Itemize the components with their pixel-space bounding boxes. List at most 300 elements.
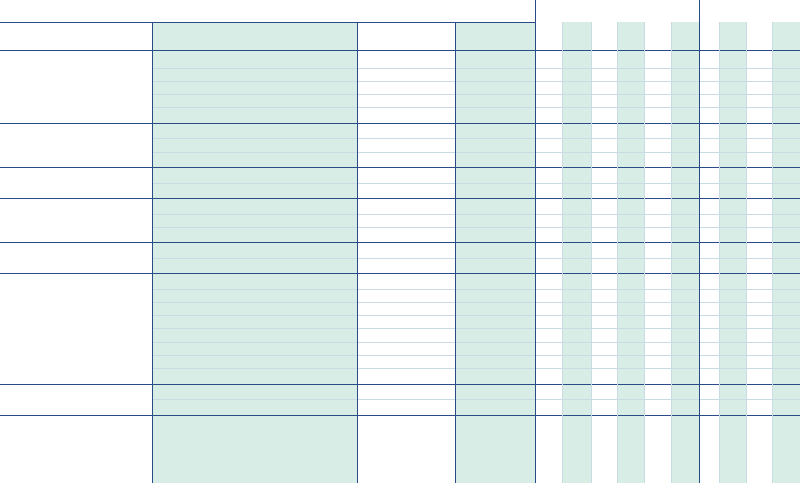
- month-mark-cell: [617, 342, 644, 355]
- month-mark-cell: [617, 386, 644, 399]
- header-modalidad: [357, 22, 455, 50]
- month-mark-cell: [591, 125, 617, 138]
- category-label: [0, 55, 152, 121]
- category-label: [0, 200, 152, 240]
- month-header: [719, 22, 746, 50]
- tematica-cell: [152, 152, 357, 165]
- month-mark-cell: [772, 276, 800, 289]
- tematica-cell: [152, 200, 357, 213]
- header-cursos: [455, 22, 535, 50]
- month-mark-cell: [746, 94, 772, 107]
- month-mark-cell: [535, 355, 562, 368]
- month-mark-cell: [719, 227, 746, 240]
- month-mark-cell: [699, 183, 719, 196]
- tematica-cell: [152, 328, 357, 341]
- month-mark-cell: [617, 399, 644, 412]
- cursos-cell: [455, 152, 535, 165]
- month-mark-cell: [617, 302, 644, 315]
- month-mark-cell: [746, 214, 772, 227]
- month-mark-cell: [617, 245, 644, 258]
- month-mark-cell: [772, 55, 800, 68]
- month-mark-cell: [591, 227, 617, 240]
- modalidad-cell: [357, 289, 455, 302]
- month-mark-cell: [617, 68, 644, 81]
- month-mark-cell: [591, 200, 617, 213]
- month-mark-cell: [699, 55, 719, 68]
- header-tematica: [152, 22, 357, 50]
- month-mark-cell: [562, 245, 591, 258]
- month-mark-cell: [699, 152, 719, 165]
- month-mark-cell: [644, 200, 671, 213]
- month-mark-cell: [746, 368, 772, 381]
- tematica-cell: [152, 258, 357, 271]
- modalidad-cell: [357, 55, 455, 68]
- month-mark-cell: [644, 68, 671, 81]
- year-header: [699, 0, 800, 22]
- month-mark-cell: [699, 125, 719, 138]
- month-mark-cell: [719, 200, 746, 213]
- month-mark-cell: [591, 302, 617, 315]
- month-mark-cell: [644, 368, 671, 381]
- month-mark-cell: [699, 81, 719, 94]
- month-mark-cell: [535, 152, 562, 165]
- month-mark-cell: [699, 68, 719, 81]
- month-mark-cell: [562, 55, 591, 68]
- modalidad-cell: [357, 342, 455, 355]
- month-mark-cell: [535, 289, 562, 302]
- month-mark-cell: [699, 342, 719, 355]
- month-mark-cell: [699, 328, 719, 341]
- month-mark-cell: [562, 68, 591, 81]
- month-mark-cell: [699, 138, 719, 151]
- cursos-cell: [455, 399, 535, 412]
- month-mark-cell: [591, 289, 617, 302]
- month-mark-cell: [719, 107, 746, 120]
- month-mark-cell: [644, 342, 671, 355]
- month-divider: [562, 22, 563, 483]
- category-label: [0, 386, 152, 412]
- month-divider: [644, 22, 645, 483]
- month-mark-cell: [644, 138, 671, 151]
- tematica-cell: [152, 227, 357, 240]
- month-mark-cell: [644, 386, 671, 399]
- month-mark-cell: [671, 94, 699, 107]
- month-mark-cell: [617, 200, 644, 213]
- month-mark-cell: [719, 386, 746, 399]
- cursos-cell: [455, 94, 535, 107]
- month-mark-cell: [746, 183, 772, 196]
- modalidad-cell: [357, 214, 455, 227]
- month-mark-cell: [719, 183, 746, 196]
- modalidad-cell: [357, 355, 455, 368]
- month-mark-cell: [671, 214, 699, 227]
- month-mark-cell: [644, 302, 671, 315]
- cursos-cell: [455, 107, 535, 120]
- month-mark-cell: [617, 315, 644, 328]
- category-label: [0, 125, 152, 165]
- month-mark-cell: [719, 355, 746, 368]
- modalidad-cell: [357, 152, 455, 165]
- month-mark-cell: [746, 245, 772, 258]
- tematica-cell: [152, 55, 357, 68]
- month-divider: [719, 22, 720, 483]
- modalidad-cell: [357, 258, 455, 271]
- month-mark-cell: [617, 328, 644, 341]
- month-mark-cell: [699, 214, 719, 227]
- cursos-cell: [455, 328, 535, 341]
- month-mark-cell: [535, 68, 562, 81]
- month-mark-cell: [671, 276, 699, 289]
- month-mark-cell: [746, 227, 772, 240]
- month-mark-cell: [535, 245, 562, 258]
- month-mark-cell: [772, 81, 800, 94]
- cursos-cell: [455, 200, 535, 213]
- month-mark-cell: [617, 227, 644, 240]
- month-mark-cell: [746, 276, 772, 289]
- month-mark-cell: [772, 227, 800, 240]
- month-mark-cell: [535, 214, 562, 227]
- tematica-cell: [152, 386, 357, 399]
- month-mark-cell: [562, 399, 591, 412]
- month-mark-cell: [644, 227, 671, 240]
- month-mark-cell: [562, 386, 591, 399]
- cursos-cell: [455, 386, 535, 399]
- month-mark-cell: [719, 125, 746, 138]
- month-mark-cell: [671, 152, 699, 165]
- month-mark-cell: [617, 368, 644, 381]
- tematica-cell: [152, 138, 357, 151]
- month-mark-cell: [644, 245, 671, 258]
- month-mark-cell: [671, 200, 699, 213]
- modalidad-cell: [357, 315, 455, 328]
- month-mark-cell: [671, 355, 699, 368]
- tematica-cell: [152, 214, 357, 227]
- month-mark-cell: [644, 355, 671, 368]
- month-mark-cell: [591, 81, 617, 94]
- cursos-cell: [455, 55, 535, 68]
- modalidad-cell: [357, 169, 455, 182]
- month-mark-cell: [719, 289, 746, 302]
- cursos-cell: [455, 169, 535, 182]
- month-mark-cell: [591, 355, 617, 368]
- month-mark-cell: [644, 81, 671, 94]
- month-divider: [617, 22, 618, 483]
- month-mark-cell: [746, 81, 772, 94]
- month-mark-cell: [671, 125, 699, 138]
- month-header: [671, 22, 699, 50]
- tematica-cell: [152, 125, 357, 138]
- month-mark-cell: [719, 94, 746, 107]
- tematica-cell: [152, 245, 357, 258]
- month-mark-cell: [772, 342, 800, 355]
- month-mark-cell: [699, 94, 719, 107]
- month-mark-cell: [562, 276, 591, 289]
- month-mark-cell: [772, 94, 800, 107]
- month-mark-cell: [772, 183, 800, 196]
- month-header: [746, 22, 772, 50]
- month-mark-cell: [644, 315, 671, 328]
- month-mark-cell: [719, 276, 746, 289]
- month-mark-cell: [535, 107, 562, 120]
- month-mark-cell: [772, 399, 800, 412]
- month-mark-cell: [562, 258, 591, 271]
- month-mark-cell: [746, 328, 772, 341]
- month-mark-cell: [671, 386, 699, 399]
- month-mark-cell: [772, 302, 800, 315]
- month-mark-cell: [746, 169, 772, 182]
- month-mark-cell: [772, 200, 800, 213]
- month-mark-cell: [535, 368, 562, 381]
- month-mark-cell: [719, 138, 746, 151]
- month-mark-cell: [644, 55, 671, 68]
- month-mark-cell: [617, 258, 644, 271]
- month-mark-cell: [562, 302, 591, 315]
- month-mark-cell: [535, 399, 562, 412]
- month-mark-cell: [591, 152, 617, 165]
- month-header: [617, 22, 644, 50]
- month-mark-cell: [746, 302, 772, 315]
- modalidad-cell: [357, 107, 455, 120]
- month-mark-cell: [617, 169, 644, 182]
- modalidad-cell: [357, 276, 455, 289]
- tematica-cell: [152, 289, 357, 302]
- month-mark-cell: [562, 152, 591, 165]
- month-mark-cell: [617, 138, 644, 151]
- cursos-cell: [455, 302, 535, 315]
- month-mark-cell: [591, 386, 617, 399]
- month-mark-cell: [562, 328, 591, 341]
- month-mark-cell: [746, 107, 772, 120]
- column-divider: [535, 0, 536, 483]
- month-mark-cell: [719, 342, 746, 355]
- month-mark-cell: [644, 276, 671, 289]
- month-mark-cell: [772, 152, 800, 165]
- month-mark-cell: [591, 94, 617, 107]
- cursos-cell: [455, 355, 535, 368]
- month-mark-cell: [644, 125, 671, 138]
- month-mark-cell: [699, 200, 719, 213]
- modalidad-cell: [357, 245, 455, 258]
- month-mark-cell: [772, 355, 800, 368]
- month-mark-cell: [671, 315, 699, 328]
- month-mark-cell: [535, 183, 562, 196]
- month-mark-cell: [562, 200, 591, 213]
- month-mark-cell: [562, 342, 591, 355]
- month-mark-cell: [719, 245, 746, 258]
- cursos-cell: [455, 81, 535, 94]
- month-mark-cell: [617, 55, 644, 68]
- month-header: [562, 22, 591, 50]
- month-mark-cell: [772, 107, 800, 120]
- month-mark-cell: [535, 328, 562, 341]
- month-mark-cell: [772, 125, 800, 138]
- month-mark-cell: [699, 245, 719, 258]
- month-divider: [746, 22, 747, 483]
- month-header: [699, 22, 719, 50]
- month-mark-cell: [671, 342, 699, 355]
- month-mark-cell: [772, 214, 800, 227]
- month-mark-cell: [617, 214, 644, 227]
- group-divider: [0, 384, 800, 385]
- month-mark-cell: [591, 138, 617, 151]
- category-label: [0, 245, 152, 271]
- month-mark-cell: [562, 355, 591, 368]
- month-mark-cell: [562, 107, 591, 120]
- category-label: [0, 276, 152, 382]
- month-header: [535, 22, 562, 50]
- month-mark-cell: [699, 399, 719, 412]
- month-mark-cell: [644, 169, 671, 182]
- month-mark-cell: [535, 276, 562, 289]
- month-mark-cell: [719, 169, 746, 182]
- month-mark-cell: [591, 245, 617, 258]
- tematica-cell: [152, 302, 357, 315]
- month-divider: [772, 22, 773, 483]
- month-mark-cell: [772, 386, 800, 399]
- month-mark-cell: [617, 276, 644, 289]
- category-label: [0, 169, 152, 195]
- year-header: [535, 0, 699, 22]
- month-mark-cell: [671, 227, 699, 240]
- group-divider: [0, 123, 800, 124]
- month-mark-cell: [617, 81, 644, 94]
- cursos-cell: [455, 183, 535, 196]
- month-mark-cell: [535, 94, 562, 107]
- month-mark-cell: [746, 138, 772, 151]
- month-mark-cell: [719, 152, 746, 165]
- month-mark-cell: [746, 200, 772, 213]
- month-mark-cell: [671, 107, 699, 120]
- month-mark-cell: [719, 68, 746, 81]
- month-header: [644, 22, 671, 50]
- month-mark-cell: [746, 152, 772, 165]
- month-mark-cell: [617, 289, 644, 302]
- cursos-cell: [455, 342, 535, 355]
- month-mark-cell: [772, 138, 800, 151]
- modalidad-cell: [357, 399, 455, 412]
- month-mark-cell: [719, 55, 746, 68]
- month-mark-cell: [746, 258, 772, 271]
- modalidad-cell: [357, 368, 455, 381]
- month-mark-cell: [671, 289, 699, 302]
- month-mark-cell: [671, 81, 699, 94]
- month-mark-cell: [671, 258, 699, 271]
- modalidad-cell: [357, 125, 455, 138]
- modalidad-cell: [357, 328, 455, 341]
- cursos-cell: [455, 68, 535, 81]
- month-mark-cell: [591, 169, 617, 182]
- month-mark-cell: [562, 289, 591, 302]
- month-mark-cell: [535, 386, 562, 399]
- group-divider: [0, 415, 800, 416]
- group-divider: [0, 273, 800, 274]
- cursos-cell: [455, 315, 535, 328]
- month-mark-cell: [591, 315, 617, 328]
- month-mark-cell: [699, 276, 719, 289]
- month-mark-cell: [699, 368, 719, 381]
- month-mark-cell: [719, 315, 746, 328]
- month-mark-cell: [644, 289, 671, 302]
- month-mark-cell: [671, 68, 699, 81]
- month-mark-cell: [746, 315, 772, 328]
- month-mark-cell: [719, 368, 746, 381]
- month-mark-cell: [562, 214, 591, 227]
- month-mark-cell: [562, 368, 591, 381]
- month-mark-cell: [591, 342, 617, 355]
- month-mark-cell: [591, 107, 617, 120]
- month-mark-cell: [671, 138, 699, 151]
- month-mark-cell: [617, 125, 644, 138]
- month-header: [772, 22, 800, 50]
- column-divider: [455, 22, 456, 483]
- month-mark-cell: [719, 302, 746, 315]
- month-mark-cell: [591, 68, 617, 81]
- month-mark-cell: [772, 289, 800, 302]
- month-mark-cell: [562, 81, 591, 94]
- month-mark-cell: [699, 169, 719, 182]
- group-divider: [0, 242, 800, 243]
- month-mark-cell: [772, 368, 800, 381]
- tematica-cell: [152, 94, 357, 107]
- month-mark-cell: [671, 368, 699, 381]
- month-header: [591, 22, 617, 50]
- month-mark-cell: [535, 342, 562, 355]
- month-mark-cell: [772, 245, 800, 258]
- month-mark-cell: [535, 315, 562, 328]
- month-divider: [671, 22, 672, 483]
- month-mark-cell: [699, 107, 719, 120]
- month-mark-cell: [644, 328, 671, 341]
- month-mark-cell: [699, 258, 719, 271]
- month-mark-cell: [699, 302, 719, 315]
- month-mark-cell: [746, 386, 772, 399]
- tematica-cell: [152, 107, 357, 120]
- month-mark-cell: [644, 258, 671, 271]
- month-mark-cell: [591, 183, 617, 196]
- month-mark-cell: [671, 399, 699, 412]
- cursos-cell: [455, 245, 535, 258]
- month-mark-cell: [719, 258, 746, 271]
- month-mark-cell: [562, 138, 591, 151]
- month-mark-cell: [746, 68, 772, 81]
- tematica-cell: [152, 81, 357, 94]
- month-mark-cell: [772, 68, 800, 81]
- month-mark-cell: [746, 355, 772, 368]
- modalidad-cell: [357, 302, 455, 315]
- month-mark-cell: [644, 107, 671, 120]
- month-mark-cell: [671, 183, 699, 196]
- month-mark-cell: [671, 302, 699, 315]
- month-mark-cell: [617, 107, 644, 120]
- month-mark-cell: [535, 258, 562, 271]
- month-mark-cell: [772, 169, 800, 182]
- month-mark-cell: [746, 342, 772, 355]
- month-mark-cell: [772, 328, 800, 341]
- column-divider: [152, 22, 153, 483]
- month-mark-cell: [562, 169, 591, 182]
- month-mark-cell: [719, 399, 746, 412]
- month-mark-cell: [644, 399, 671, 412]
- header-actividades: [0, 22, 152, 50]
- month-mark-cell: [562, 94, 591, 107]
- month-mark-cell: [644, 152, 671, 165]
- month-mark-cell: [746, 399, 772, 412]
- month-mark-cell: [719, 214, 746, 227]
- tematica-cell: [152, 399, 357, 412]
- month-mark-cell: [562, 125, 591, 138]
- month-mark-cell: [644, 214, 671, 227]
- cursos-cell: [455, 138, 535, 151]
